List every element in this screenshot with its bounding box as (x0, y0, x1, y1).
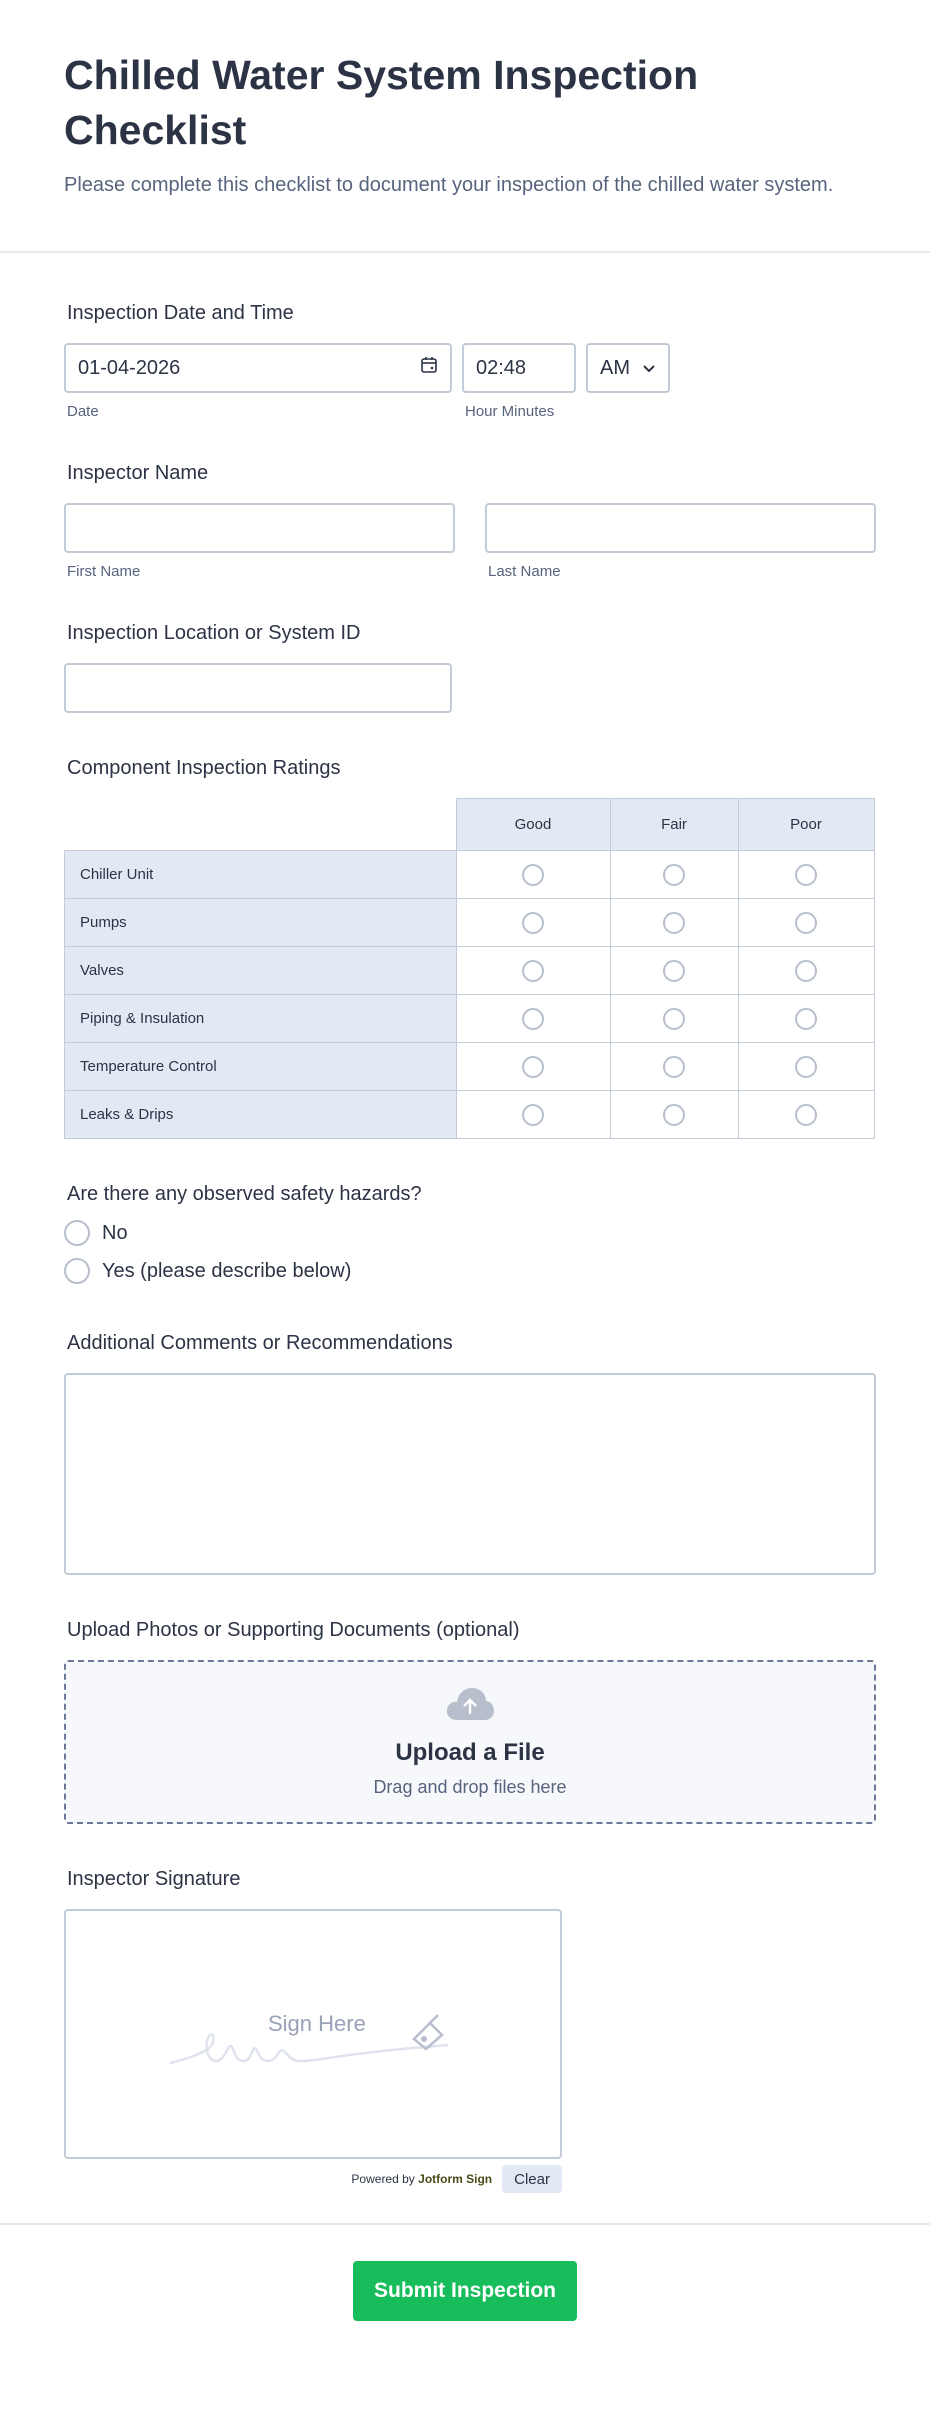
comments-label: Additional Comments or Recommendations (67, 1332, 453, 1354)
hazard-option-yes[interactable] (64, 1258, 876, 1284)
rating-cell[interactable] (610, 947, 738, 995)
hazard-option-label: Yes (please describe below) (102, 1259, 352, 1282)
ratings-label: Component Inspection Ratings (67, 757, 341, 779)
rating-cell[interactable] (610, 995, 738, 1043)
radio-button[interactable] (522, 1104, 544, 1126)
form-description: Please complete this checklist to document your inspection of the chilled water system. (64, 174, 834, 196)
rating-cell[interactable] (610, 851, 738, 899)
table-row (65, 947, 875, 995)
first-name-input[interactable] (64, 503, 455, 553)
radio-button[interactable] (522, 864, 544, 886)
time-value: 02:48 (476, 356, 527, 379)
radio-button[interactable] (663, 1056, 685, 1078)
datetime-field (64, 302, 876, 420)
inspector-name-field (64, 462, 876, 580)
radio-button[interactable] (522, 1008, 544, 1030)
upload-label: Upload Photos or Supporting Documents (optional) (67, 1619, 520, 1641)
radio-button[interactable] (64, 1220, 90, 1246)
upload-hint: Drag and drop files here (373, 1777, 567, 1797)
rating-cell[interactable] (738, 995, 874, 1043)
form-header (0, 0, 930, 253)
rating-cell[interactable] (456, 995, 610, 1043)
signature-footer (64, 2165, 562, 2193)
powered-by-prefix: Powered by (351, 2172, 415, 2186)
location-input[interactable] (64, 663, 452, 713)
table-row (65, 1091, 875, 1139)
table-row (65, 899, 875, 947)
rating-cell[interactable] (456, 1091, 610, 1139)
hazards-field (64, 1183, 876, 1284)
calendar-icon[interactable] (420, 356, 438, 380)
radio-button[interactable] (663, 864, 685, 886)
datetime-label: Inspection Date and Time (67, 302, 294, 324)
rating-cell[interactable] (738, 947, 874, 995)
col-poor: Poor (738, 799, 874, 851)
rating-cell[interactable] (610, 1091, 738, 1139)
first-name-sublabel: First Name (67, 563, 141, 580)
rating-cell[interactable] (738, 851, 874, 899)
radio-button[interactable] (795, 864, 817, 886)
form-title: Chilled Water System Inspection Checklist (64, 52, 699, 153)
signature-label: Inspector Signature (67, 1868, 241, 1890)
signature-field (64, 1868, 876, 2193)
date-value: 01-04-2026 (78, 356, 181, 379)
sign-here-placeholder: Sign Here (268, 2011, 366, 2036)
upload-dropzone[interactable] (64, 1660, 876, 1824)
cloud-upload-icon (445, 1686, 495, 1727)
radio-button[interactable] (795, 1056, 817, 1078)
upload-title: Upload a File (395, 1739, 545, 1766)
chevron-down-icon (642, 357, 656, 380)
hazards-label: Are there any observed safety hazards? (67, 1183, 422, 1205)
row-label: Pumps (65, 899, 457, 947)
radio-button[interactable] (64, 1258, 90, 1284)
radio-button[interactable] (663, 960, 685, 982)
powered-by-brand: Jotform Sign (418, 2172, 493, 2186)
radio-button[interactable] (522, 912, 544, 934)
row-label: Temperature Control (65, 1043, 457, 1091)
radio-button[interactable] (522, 960, 544, 982)
upload-field (64, 1619, 876, 1824)
col-good: Good (456, 799, 610, 851)
last-name-sublabel: Last Name (488, 563, 561, 580)
rating-cell[interactable] (456, 851, 610, 899)
comments-field (64, 1332, 876, 1575)
ratings-matrix (64, 798, 875, 1139)
submit-button[interactable]: Submit Inspection (353, 2261, 577, 2321)
table-row (65, 995, 875, 1043)
rating-cell[interactable] (738, 1043, 874, 1091)
ampm-value: AM (600, 356, 630, 379)
time-sublabel: Hour Minutes (465, 403, 555, 420)
radio-button[interactable] (795, 912, 817, 934)
inspector-name-label: Inspector Name (67, 462, 209, 484)
row-label: Valves (65, 947, 457, 995)
last-name-input[interactable] (485, 503, 876, 553)
rating-cell[interactable] (610, 899, 738, 947)
powered-by (351, 2172, 492, 2186)
radio-button[interactable] (795, 1104, 817, 1126)
radio-button[interactable] (795, 1008, 817, 1030)
radio-button[interactable] (522, 1056, 544, 1078)
rating-cell[interactable] (456, 947, 610, 995)
hazard-option-no[interactable] (64, 1220, 876, 1246)
form-body (0, 302, 930, 2193)
rating-cell[interactable] (456, 899, 610, 947)
date-input[interactable] (64, 343, 452, 393)
radio-button[interactable] (663, 1104, 685, 1126)
form-footer (0, 2223, 930, 2363)
rating-cell[interactable] (456, 1043, 610, 1091)
col-fair: Fair (610, 799, 738, 851)
date-sublabel: Date (67, 403, 99, 420)
location-label: Inspection Location or System ID (67, 622, 361, 644)
table-row (65, 1043, 875, 1091)
clear-signature-button[interactable]: Clear (502, 2165, 562, 2193)
comments-textarea[interactable] (64, 1373, 876, 1575)
matrix-corner (65, 799, 457, 851)
row-label: Leaks & Drips (65, 1091, 457, 1139)
radio-button[interactable] (663, 1008, 685, 1030)
rating-cell[interactable] (610, 1043, 738, 1091)
radio-button[interactable] (663, 912, 685, 934)
ratings-field (64, 757, 876, 1139)
radio-button[interactable] (795, 960, 817, 982)
rating-cell[interactable] (738, 1091, 874, 1139)
ampm-select[interactable] (586, 343, 670, 393)
rating-cell[interactable] (738, 899, 874, 947)
signature-pad[interactable] (64, 1909, 562, 2159)
row-label: Chiller Unit (65, 851, 457, 899)
location-field (64, 622, 876, 713)
hazard-option-label: No (102, 1221, 128, 1244)
row-label: Piping & Insulation (65, 995, 457, 1043)
table-row (65, 851, 875, 899)
time-input[interactable] (462, 343, 576, 393)
